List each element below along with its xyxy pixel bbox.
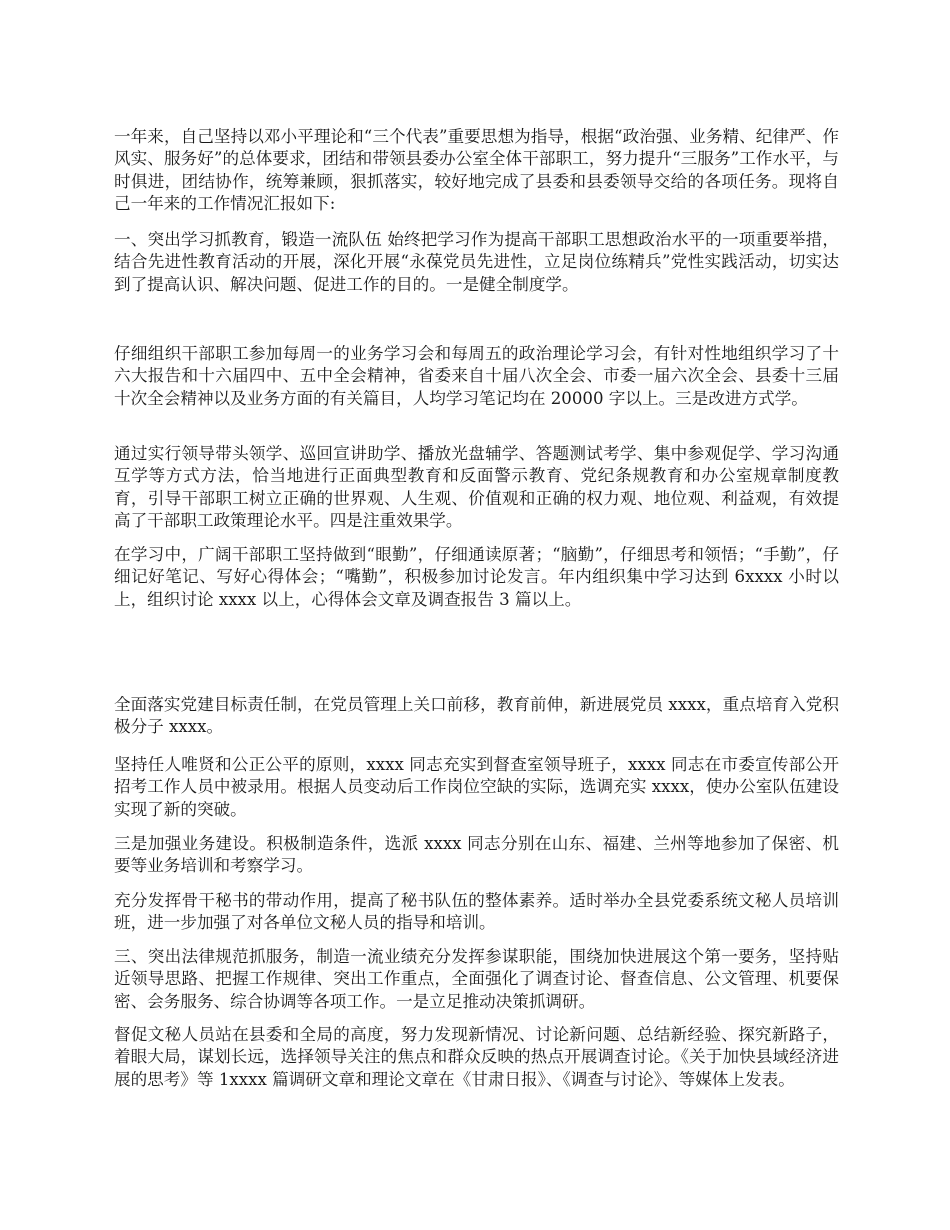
paragraph-secretary-training: 充分发挥骨干秘书的带动作用，提高了秘书队伍的整体素养。适时举办全县党委系统文秘人员培训班，进一步加强了对各单位文秘人员的指导和培训。 (114, 891, 839, 933)
paragraph-research: 督促文秘人员站在县委和全局的高度，努力发现新情况、讨论新问题、总结新经验、探究新路子，着眼大局，谋划长远，选择领导关注的焦点和群众反映的热点开展调查讨论。《关于加快县域经济进展的思考》等 1xxxx 篇调研文章和理论文章在《甘肃日报》、《调查与讨论》、等媒体上发表。 (114, 1025, 839, 1089)
paragraph-personnel: 坚持任人唯贤和公正公平的原则，xxxx 同志充实到督查室领导班子，xxxx 同志在市委宣传部公开招考工作人员中被录用。根据人员变动后工作岗位空缺的实际，选调充实 xxxx，使办公室队伍建设实现了新的突破。 (114, 755, 839, 819)
paragraph-section-one: 一、突出学习抓教育，锻造一流队伍 始终把学习作为提高干部职工思想政治水平的一项重要举措，结合先进性教育活动的开展，深化开展“永葆党员先进性，立足岗位练精兵”党性实践活动，切实达到了提高认识、解决问题、促进工作的目的。一是健全制度学。 (114, 230, 839, 294)
paragraph-section-three: 三、突出法律规范抓服务，制造一流业绩充分发挥参谋职能，围绕加快进展这个第一要务，坚持贴近领导思路、把握工作规律、突出工作重点，全面强化了调查讨论、督查信息、公文管理、机要保密、会务服务、综合协调等各项工作。一是立足推动决策抓调研。 (114, 947, 839, 1011)
paragraph-study-sessions: 仔细组织干部职工参加每周一的业务学习会和每周五的政治理论学习会，有针对性地组织学习了十六大报告和十六届四中、五中全会精神，省委来自十届八次全会、市委一届六次全会、县委十三届十次全会精神以及业务方面的有关篇目，人均学习笔记均在 20000 字以上。三是改进方式学。 (114, 344, 839, 408)
paragraph-party-building: 全面落实党建目标责任制，在党员管理上关口前移，教育前伸，新进展党员 xxxx，重点培育入党积极分子 xxxx。 (114, 695, 839, 737)
paragraph-business-building: 三是加强业务建设。积极制造条件，选派 xxxx 同志分别在山东、福建、兰州等地参加了保密、机要等业务培训和考察学习。 (114, 834, 839, 876)
paragraph-study-methods: 通过实行领导带头领学、巡回宣讲助学、播放光盘辅学、答题测试考学、集中参观促学、学习沟通互学等方式方法，恰当地进行正面典型教育和反面警示教育、党纪条规教育和办公室规章制度教育，引导干部职工树立正确的世界观、人生观、价值观和正确的权力观、地位观、利益观，有效提高了干部职工政策理论水平。四是注重效果学。 (114, 444, 839, 531)
paragraph-intro: 一年来，自己坚持以邓小平理论和“三个代表”重要思想为指导，根据“政治强、业务精、纪律严、作风实、服务好”的总体要求，团结和带领县委办公室全体干部职工，努力提升“三服务”工作水平，与时俱进，团结协作，统筹兼顾，狠抓落实，较好地完成了县委和县委领导交给的各项任务。现将自己一年来的工作情况汇报如下: (114, 127, 839, 214)
paragraph-study-effects: 在学习中，广阔干部职工坚持做到“眼勤”，仔细通读原著；“脑勤”，仔细思考和领悟；“手勤”，仔细记好笔记、写好心得体会；“嘴勤”，积极参加讨论发言。年内组织集中学习达到 6xxxx 小时以上，组织讨论 xxxx 以上，心得体会文章及调查报告 3 篇以上。 (114, 545, 839, 609)
